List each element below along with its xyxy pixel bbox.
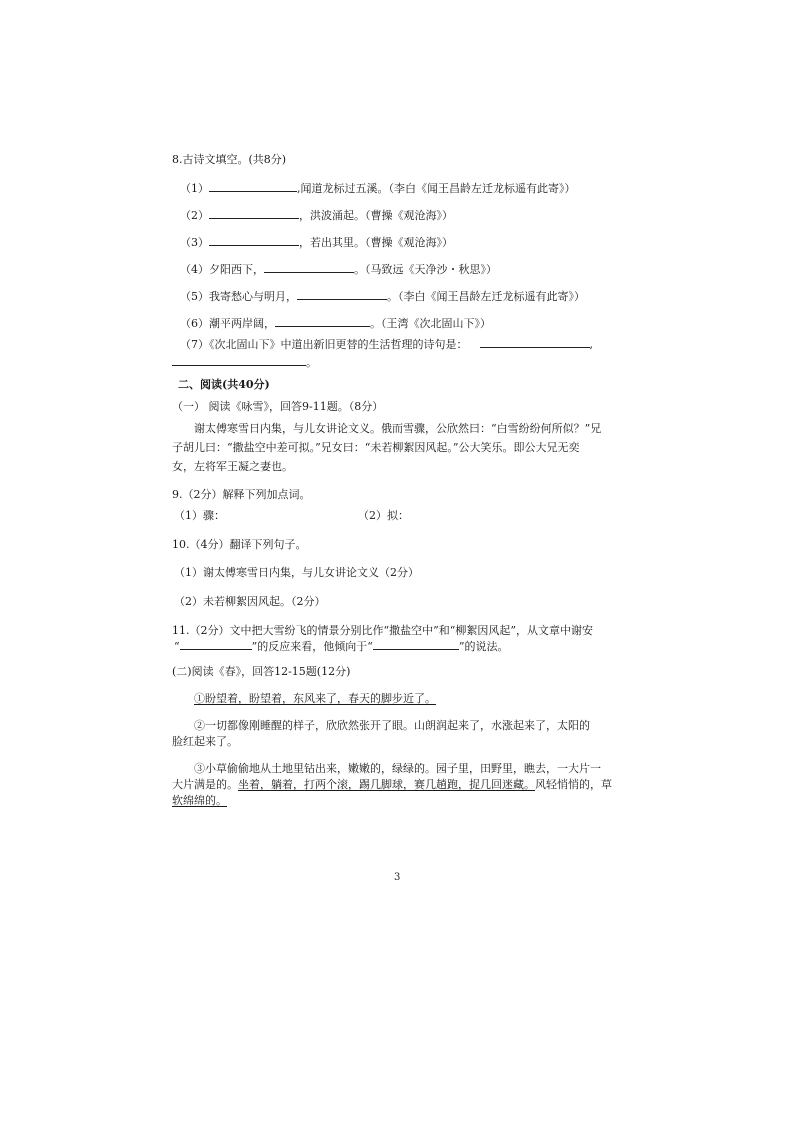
- chun-paragraph-3-underlined: 坐着，躺着，打两个滚，踢几脚球，赛几趟跑，捉几回迷藏。: [238, 778, 535, 791]
- page-number: 3: [394, 872, 401, 883]
- chun-paragraph-2-line-1: ②一切都像刚睡醒的样子，欣欣然张开了眼。山朗润起来了，水涨起来了，太阳的: [194, 719, 590, 732]
- passage1-line-3: 女，左将军王凝之妻也。: [172, 460, 293, 473]
- poem-item-7: [180, 336, 593, 352]
- question-11-line-1: 11.（2分）文中把大雪纷飞的情景分别比作“撒盐空中”和“柳絮因风起”，从文章中谢安: [172, 624, 593, 637]
- question-11-blank-2[interactable]: [373, 638, 459, 650]
- chun-paragraph-3-tail: 风轻悄悄的，草: [535, 778, 612, 791]
- chun-paragraph-3-line-1: ③小草偷偷地从土地里钻出来，嫩嫩的，绿绿的。园子里，田野里，瞧去，一大片一: [194, 762, 601, 775]
- chun-paragraph-3-line-2: [172, 778, 612, 792]
- poem-blank-1[interactable]: [209, 180, 297, 192]
- poem-blank-3[interactable]: [209, 234, 299, 246]
- poem-item-5: [180, 288, 585, 304]
- poem-item-1: [180, 180, 576, 196]
- poem-item-2: [180, 207, 453, 223]
- question-11-middle: ”的反应来看，他倾向于“: [251, 640, 373, 653]
- question-10: 10.（4分）翻译下列句子。: [172, 538, 307, 551]
- poem-item-7-end: 。: [306, 356, 317, 369]
- chun-paragraph-3-plain: 大片满是的。: [172, 778, 238, 791]
- poem-item-3-suffix: ，若出其里。（曹操《观沧海》）: [299, 236, 453, 249]
- reading-part1-title: （一） 阅读《咏雪》，回答9-11题。（8分）: [172, 400, 384, 413]
- poem-item-1-suffix: ,闻道龙标过五溪。（李白《闻王昌龄左迁龙标遥有此寄》）: [297, 182, 576, 195]
- poem-blank-6[interactable]: [275, 315, 370, 327]
- question-11-open-quote: “: [174, 640, 180, 653]
- passage1-line-1: 谢太傅寒雪日内集，与儿女讲论文义。俄而雪骤，公欣然曰：“白雪纷纷何所似？”兄: [194, 422, 602, 435]
- poem-item-7-separator: ,: [589, 338, 593, 351]
- poem-blank-2[interactable]: [209, 207, 299, 219]
- poem-item-5-prefix: （5）我寄愁心与明月，: [180, 290, 297, 303]
- poem-item-6-suffix: 。（王湾《次北固山下》）: [370, 317, 491, 330]
- question-11-line-2: [174, 638, 509, 654]
- question-10-a: （1）谢太傅寒雪日内集，与儿女讲论文义（2分）: [174, 566, 419, 579]
- question-10-b: （2）未若柳絮因风起。（2分）: [174, 595, 326, 608]
- chun-paragraph-3-line-3: 软绵绵的。: [172, 794, 227, 807]
- poem-item-7-prefix: （7）《次北固山下》中道出新旧更替的生活哲理的诗句是：: [180, 338, 468, 351]
- chun-paragraph-1: ①盼望着，盼望着，东风来了，春天的脚步近了。: [194, 692, 436, 705]
- poem-item-5-suffix: 。（李白《闻王昌龄左迁龙标遥有此寄》）: [387, 290, 585, 303]
- poem-item-2-suffix: ，洪波涌起。（曹操《观沧海》）: [299, 209, 453, 222]
- poem-item-4: [180, 261, 497, 277]
- reading-section-title: 二、阅读(共40分): [178, 378, 270, 391]
- question-9-b: （2）拟：: [358, 509, 409, 522]
- poem-item-3-prefix: （3）: [180, 236, 209, 249]
- poem-item-4-prefix: （4）夕阳西下，: [180, 263, 264, 276]
- poem-item-7-cont: [172, 354, 317, 370]
- poem-item-2-prefix: （2）: [180, 209, 209, 222]
- poem-item-6-prefix: （6）潮平两岸阔，: [180, 317, 275, 330]
- poem-item-1-prefix: （1）: [180, 182, 209, 195]
- question-9: 9.（2分）解释下列加点词。: [172, 488, 311, 501]
- poem-item-3: [180, 234, 453, 250]
- poem-blank-5[interactable]: [297, 288, 387, 300]
- question-9-a: （1）骤：: [174, 509, 225, 522]
- reading-part2-title: (二)阅读《春》，回答12-15题(12分): [172, 665, 351, 678]
- question-11-end: ”的说法。: [458, 640, 509, 653]
- chun-paragraph-2-line-2: 脸红起来了。: [172, 735, 238, 748]
- poem-blank-4[interactable]: [264, 261, 354, 273]
- passage1-line-2: 子胡儿曰：“撒盐空中差可拟。”兄女曰：“未若柳絮因风起。”公大笑乐。即公大兄无奕: [172, 441, 580, 454]
- poem-item-4-suffix: 。（马致远《天净沙・秋思》）: [354, 263, 497, 276]
- poem-item-6: [180, 315, 491, 331]
- section8-title: 8.古诗文填空。(共8分): [172, 153, 287, 166]
- poem-blank-7b[interactable]: [172, 354, 306, 366]
- question-11-blank-1[interactable]: [180, 638, 252, 650]
- poem-blank-7a[interactable]: [480, 336, 590, 348]
